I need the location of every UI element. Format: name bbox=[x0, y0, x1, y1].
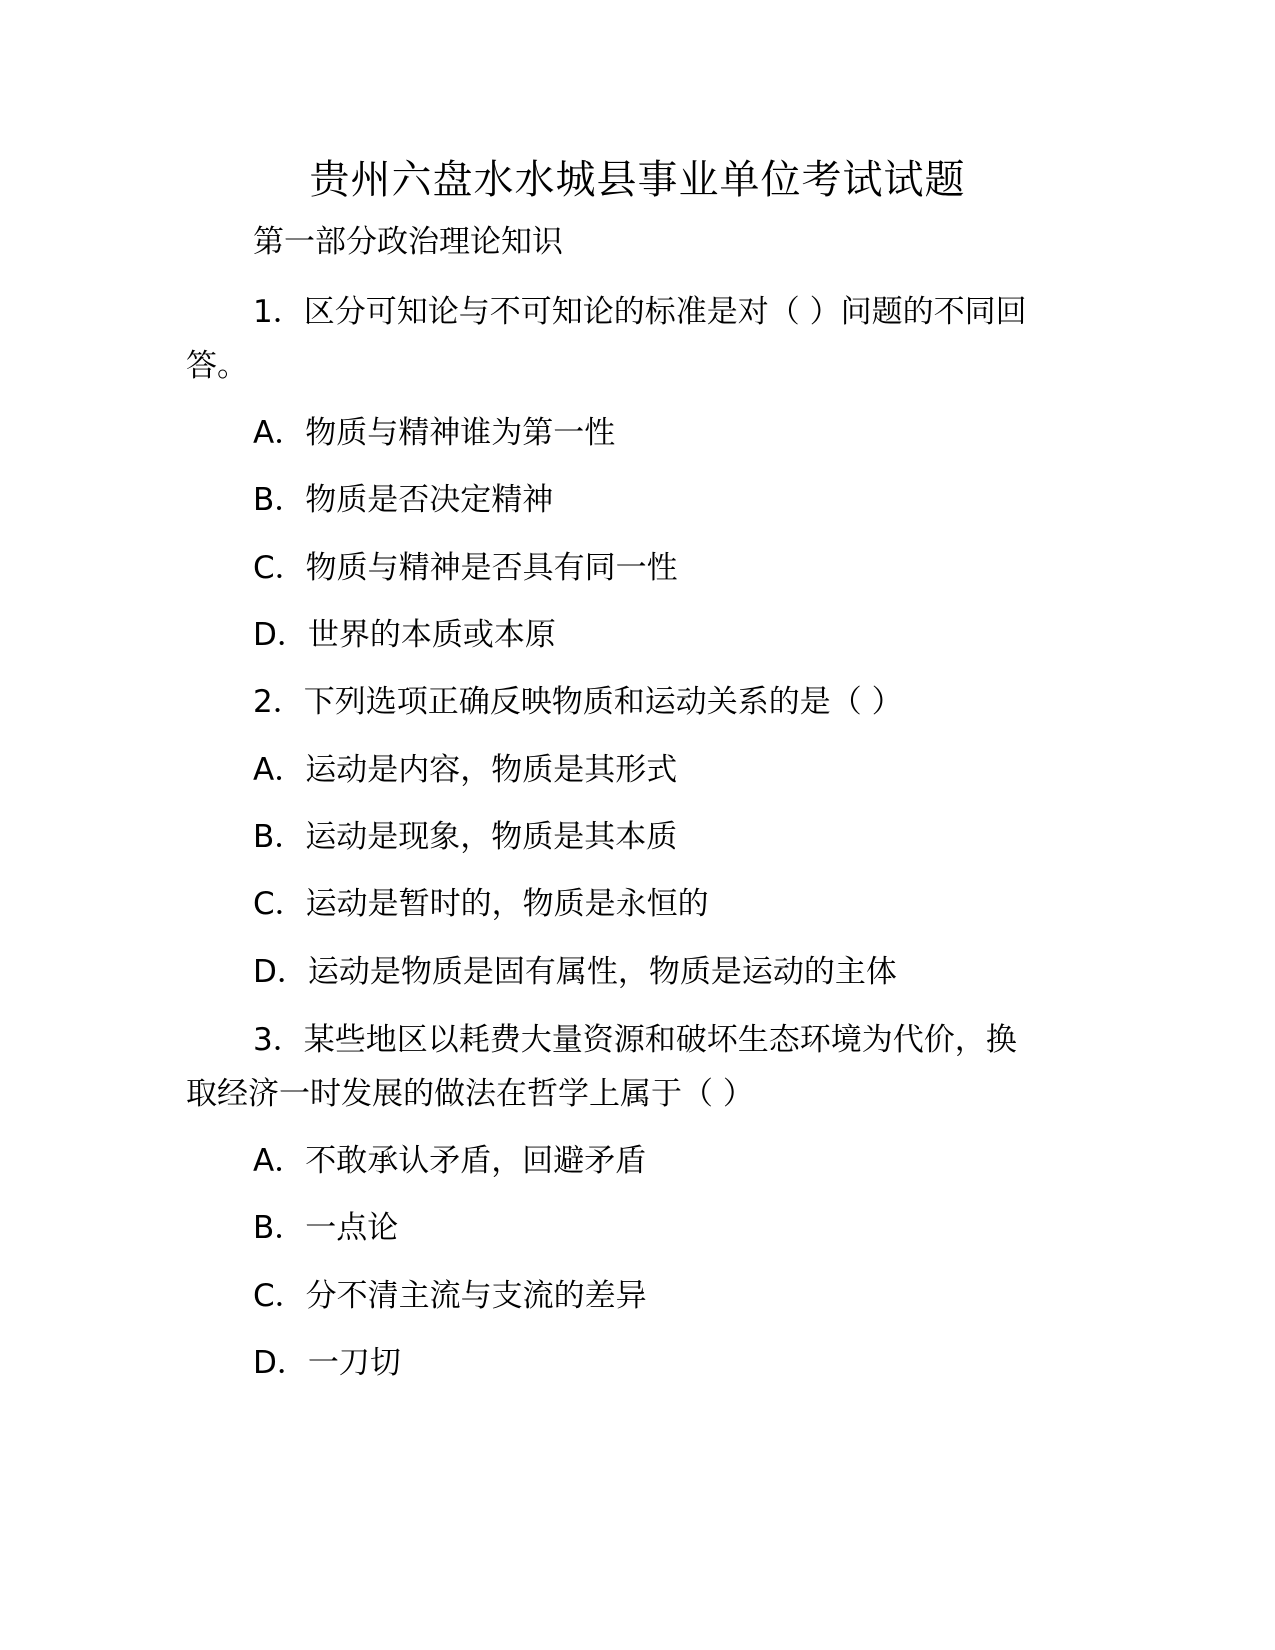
question-3-stem-line-2: 取经济一时发展的做法在哲学上属于（ ） bbox=[186, 1076, 754, 1112]
question-3-option-b: B．一点论 bbox=[253, 1210, 399, 1246]
question-1-option-b: B．物质是否决定精神 bbox=[253, 482, 554, 518]
question-1-option-d: D．世界的本质或本原 bbox=[253, 617, 556, 653]
question-3-option-a: A．不敢承认矛盾，回避矛盾 bbox=[253, 1143, 647, 1179]
question-1-stem-line-1: 1．区分可知论与不可知论的标准是对（ ）问题的不同回 bbox=[253, 294, 1027, 330]
question-3-option-c: C．分不清主流与支流的差异 bbox=[253, 1278, 647, 1314]
question-3-option-d: D．一刀切 bbox=[253, 1345, 401, 1381]
question-1-stem-line-2: 答。 bbox=[186, 348, 248, 384]
question-1-option-a: A．物质与精神谁为第一性 bbox=[253, 415, 616, 451]
question-2-stem: 2．下列选项正确反映物质和运动关系的是（ ） bbox=[253, 684, 903, 720]
question-2-option-c: C．运动是暂时的，物质是永恒的 bbox=[253, 886, 709, 922]
document-title: 贵州六盘水水城县事业单位考试试题 bbox=[309, 157, 966, 203]
question-2-option-b: B．运动是现象，物质是其本质 bbox=[253, 819, 678, 855]
question-2-option-d: D．运动是物质是固有属性，物质是运动的主体 bbox=[253, 954, 897, 990]
question-1-option-c: C．物质与精神是否具有同一性 bbox=[253, 550, 678, 586]
section-heading: 第一部分政治理论知识 bbox=[253, 224, 563, 260]
question-2-option-a: A．运动是内容，物质是其形式 bbox=[253, 752, 678, 788]
question-3-stem-line-1: 3．某些地区以耗费大量资源和破坏生态环境为代价，换 bbox=[253, 1022, 1017, 1058]
